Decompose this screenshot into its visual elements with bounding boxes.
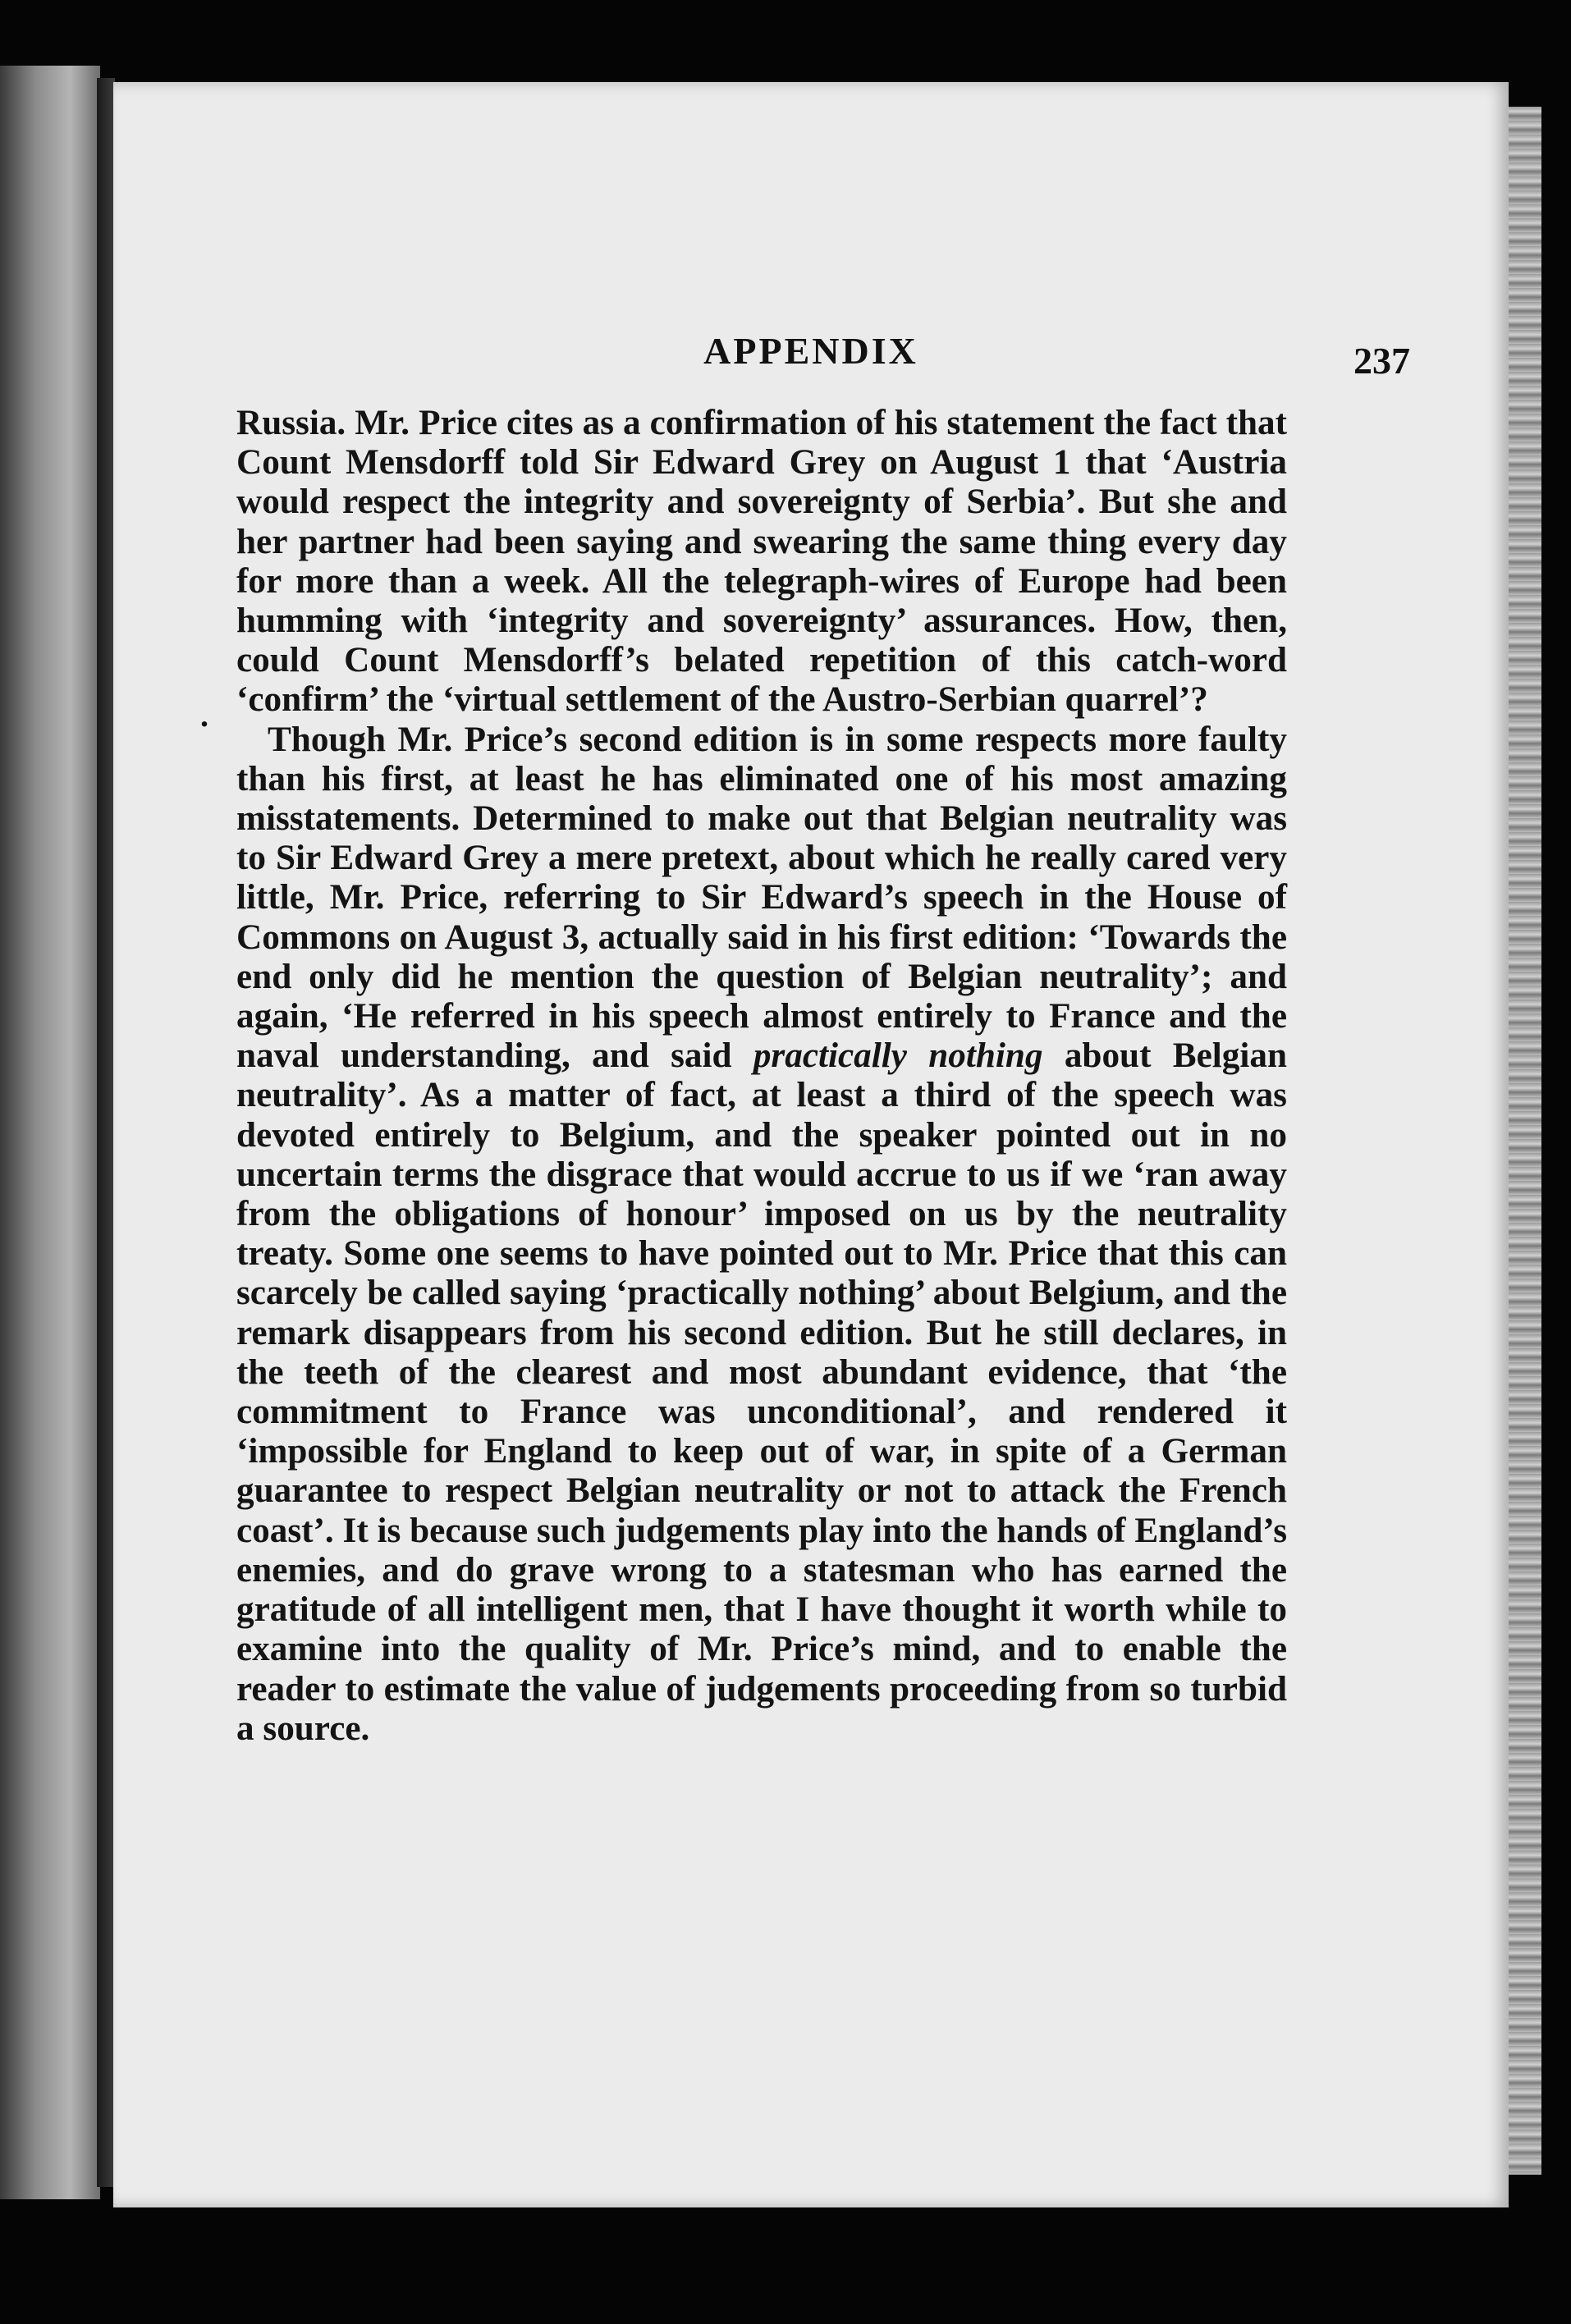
- body-text: [236, 404, 1287, 1749]
- book-page: [113, 82, 1509, 2207]
- margin-mark: .: [200, 697, 208, 734]
- paragraph-2: [236, 721, 1287, 1749]
- paragraph-2-text-a: Though Mr. Price’s second edition is in some respects more faulty than his first, at least he has eliminated one of his most amazing misstatements. Determined to make out that Belgian neutrality was to Sir Edward Grey a mere pretext, about which he really cared very little, Mr. Price, referring to Sir Edward’s speech in the House of Commons on August 3, actually said in his first edition: ‘Towards the end only did he mention the question of Belgian neutrality’; and again, ‘He referred in his speech almost entirely to France and the naval understanding, and said: [236, 720, 1287, 1076]
- running-head-title: APPENDIX: [703, 330, 918, 372]
- left-page-edge: [0, 66, 100, 2199]
- page-number: 237: [1353, 340, 1410, 382]
- paragraph-1-text: Russia. Mr. Price cites as a confirmation of his statement the fact that Count Mensdorff told Sir Edward Grey on August 1 that ‘Austria would respect the integrity and sovereignty of Serbia’. But she and her partner had been saying and swearing the same thing every day for more than a week. All the telegraph-wires of Europe had been humming with ‘integrity and sovereignty’ assurances. How, then, could Count Mensdorff’s belated repetition of this catch-word ‘confirm’ the ‘virtual settlement of the Austro-Serbian quarrel’?: [236, 404, 1287, 720]
- paragraph-2-text-b: about Belgian neutrality’. As a matter of fact, at least a third of the speech was devoted entirely to Belgium, and the speaker pointed out in no uncertain terms the disgrace that would accrue to us if we ‘ran away from the obligations of honour’ imposed on us by the neutrality treaty. Some one seems to have pointed out to Mr. Price that this can scarcely be called saying ‘practically nothing’ about Belgium, and the remark disappears from his second edition. But he still declares, in the teeth of the clearest and most abundant evidence, that ‘the commitment to France was unconditional’, and rendered it ‘impossible for England to keep out of war, in spite of a German guarantee to respect Belgian neutrality or not to attack the French coast’. It is because such judgements play into the hands of England’s enemies, and do grave wrong to a statesman who has earned the gratitude of all intelligent men, that I have thought it worth while to examine into the quality of Mr. Price’s mind, and to enable the reader to estimate the value of judgements proceeding from so turbid a source.: [236, 1036, 1287, 1748]
- italic-phrase: practically nothing: [753, 1036, 1043, 1076]
- page-stack-edge: [1509, 107, 1541, 2175]
- paragraph-1: [236, 404, 1287, 721]
- running-head: [113, 327, 1509, 382]
- gutter-shadow: [97, 78, 115, 2187]
